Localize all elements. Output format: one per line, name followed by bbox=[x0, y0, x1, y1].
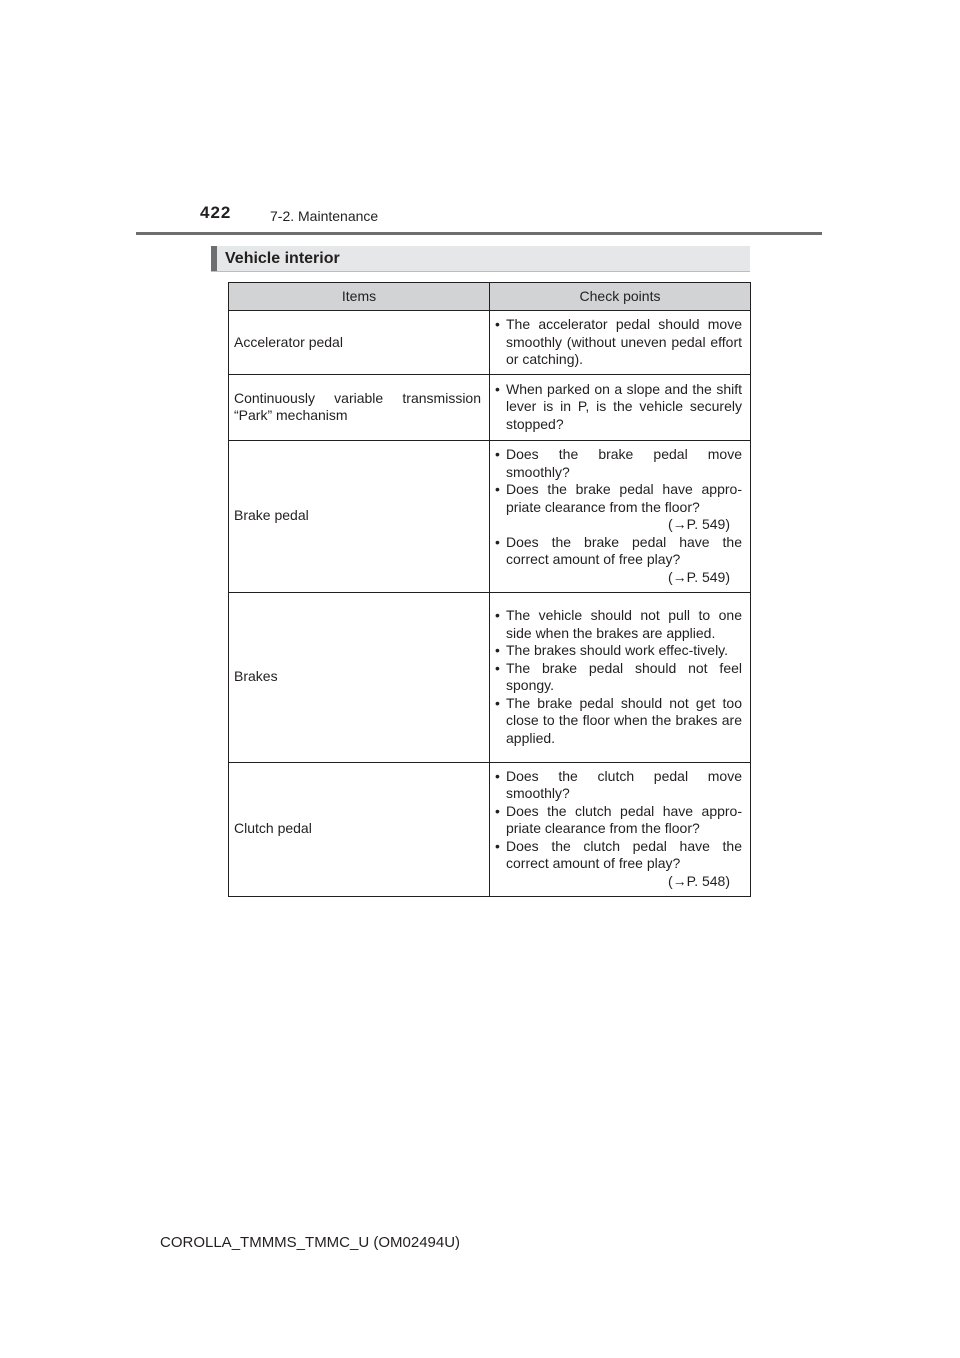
table-row bbox=[229, 311, 751, 375]
bullet-icon: • bbox=[495, 802, 500, 819]
section-heading: Vehicle interior bbox=[225, 250, 340, 267]
check-point-item bbox=[495, 316, 742, 369]
table-row bbox=[229, 440, 751, 592]
section-heading-bar bbox=[211, 246, 750, 272]
bullet-icon: • bbox=[495, 642, 500, 658]
column-header-check-points: Check points bbox=[490, 283, 751, 311]
column-header-items: Items bbox=[229, 283, 490, 311]
check-point-text: When parked on a slope and the shift lever is in P, is the vehicle securely stopped? bbox=[506, 380, 742, 432]
bullet-icon: • bbox=[495, 607, 500, 623]
bullet-icon: • bbox=[495, 767, 500, 784]
check-point-list bbox=[495, 446, 742, 586]
check-point-item bbox=[495, 481, 742, 534]
bullet-icon: • bbox=[495, 446, 500, 462]
check-point-text: The brake pedal should not feel spongy. bbox=[506, 659, 742, 693]
table-row bbox=[229, 762, 751, 896]
check-point-item bbox=[495, 695, 742, 748]
check-point-text: The accelerator pedal should move smoothly (without uneven pedal effort or catching). bbox=[506, 316, 742, 367]
section-label: 7-2. Maintenance bbox=[270, 208, 379, 224]
bullet-icon: • bbox=[495, 837, 500, 854]
check-point-list bbox=[495, 316, 742, 369]
header-rule bbox=[136, 232, 822, 235]
check-points-cell bbox=[490, 374, 751, 440]
inspection-table bbox=[228, 282, 751, 897]
check-points-cell bbox=[490, 762, 751, 896]
page-reference: (→P. 549) bbox=[668, 568, 730, 585]
check-points-cell bbox=[490, 440, 751, 592]
check-point-list bbox=[495, 768, 742, 891]
check-point-text: Does the brake pedal move smoothly? bbox=[506, 446, 742, 480]
check-point-text: The brakes should work effec-tively. bbox=[506, 642, 729, 658]
check-point-item bbox=[495, 803, 742, 838]
bullet-icon: • bbox=[495, 316, 500, 332]
bullet-icon: • bbox=[495, 380, 500, 397]
check-points-cell bbox=[490, 592, 751, 762]
check-point-item bbox=[495, 534, 742, 587]
check-point-text: The brake pedal should not get too close to the floor when the brakes are applied. bbox=[506, 694, 742, 746]
heading-accent bbox=[211, 246, 217, 271]
page-reference: (→P. 548) bbox=[668, 872, 730, 889]
check-point-text: Does the clutch pedal have appro-priate clearance from the floor? bbox=[506, 802, 742, 837]
table-header-row bbox=[229, 283, 751, 311]
bullet-icon: • bbox=[495, 694, 500, 711]
check-point-item bbox=[495, 607, 742, 642]
item-cell: Accelerator pedal bbox=[229, 311, 490, 375]
check-point-item bbox=[495, 642, 742, 660]
item-cell: Clutch pedal bbox=[229, 762, 490, 896]
page-reference: (→P. 549) bbox=[668, 516, 730, 532]
bullet-icon: • bbox=[495, 481, 500, 497]
check-point-item bbox=[495, 446, 742, 481]
check-points-cell bbox=[490, 311, 751, 375]
document-footer: COROLLA_TMMMS_TMMC_U (OM02494U) bbox=[160, 1234, 461, 1251]
check-point-list bbox=[495, 381, 742, 434]
item-cell: Brake pedal bbox=[229, 440, 490, 592]
bullet-icon: • bbox=[495, 533, 500, 550]
check-point-text: Does the clutch pedal move smoothly? bbox=[506, 767, 742, 802]
bullet-icon: • bbox=[495, 659, 500, 676]
check-point-item bbox=[495, 660, 742, 695]
check-point-text: Does the clutch pedal have the correct amount of free play? bbox=[506, 837, 742, 872]
check-point-text: Does the brake pedal have appro-priate clearance from the floor? bbox=[506, 481, 742, 515]
check-point-item bbox=[495, 838, 742, 891]
item-cell: Continuously variable transmission “Park” mechanism bbox=[229, 374, 490, 440]
item-cell: Brakes bbox=[229, 592, 490, 762]
check-point-list bbox=[495, 607, 742, 747]
check-point-item bbox=[495, 381, 742, 434]
table-row bbox=[229, 592, 751, 762]
check-point-item bbox=[495, 768, 742, 803]
page-number: 422 bbox=[200, 203, 232, 222]
check-point-text: Does the brake pedal have the correct amount of free play? bbox=[506, 533, 742, 567]
check-point-text: The vehicle should not pull to one side when the brakes are applied. bbox=[506, 607, 742, 641]
table-body bbox=[229, 311, 751, 897]
table-row bbox=[229, 374, 751, 440]
